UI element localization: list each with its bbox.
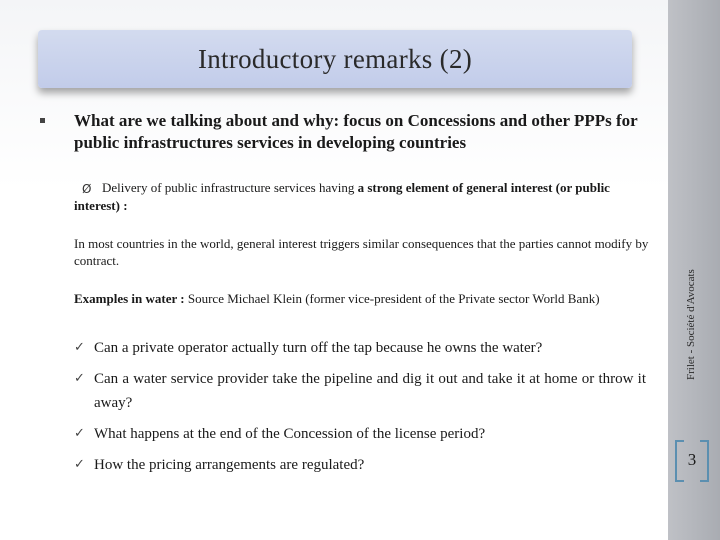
examples-line <box>74 290 634 307</box>
question-list <box>74 336 646 477</box>
sub-point-text: Delivery of public infrastructure services having <box>102 180 358 195</box>
list-item-text: How the pricing arrangements are regulated? <box>94 457 365 473</box>
sub-point-bold: a strong element of general interest (or public interest) : <box>74 180 610 213</box>
firm-credit: Frilet - Société d'Avocats <box>685 269 697 380</box>
general-interest-paragraph: In most countries in the world, general interest triggers similar consequences that the parties cannot modify by contract. <box>74 236 649 268</box>
bullet-square-icon <box>40 118 45 123</box>
list-item <box>74 422 646 446</box>
list-item-text: Can a private operator actually turn off the tap because he owns the water? <box>94 340 543 356</box>
page-number-box <box>675 440 709 480</box>
bracket-right-icon <box>700 440 709 482</box>
check-icon: ✓ <box>74 426 85 441</box>
list-item <box>74 336 646 360</box>
arrow-bullet-icon: Ø <box>82 182 92 196</box>
title-box <box>38 30 632 88</box>
sub-point <box>74 179 654 215</box>
examples-label: Examples in water : <box>74 291 185 306</box>
examples-source: Source Michael Klein (former vice-president of the Private sector World Bank) <box>184 291 600 306</box>
main-point: What are we talking about and why: focus on Concessions and other PPPs for public infrastructures services in developing countries <box>74 111 638 152</box>
list-item-text: Can a water service provider take the pipeline and dig it out and take it at home or throw it away? <box>94 371 646 411</box>
slide-title: Introductory remarks (2) <box>197 43 473 74</box>
list-item <box>74 367 646 415</box>
list-item <box>74 453 646 477</box>
check-icon: ✓ <box>74 340 85 355</box>
list-item-text: What happens at the end of the Concession of the license period? <box>94 426 486 442</box>
page-number: 3 <box>687 450 697 469</box>
bracket-left-icon <box>675 440 684 482</box>
check-icon: ✓ <box>74 457 85 472</box>
check-icon: ✓ <box>74 371 85 386</box>
